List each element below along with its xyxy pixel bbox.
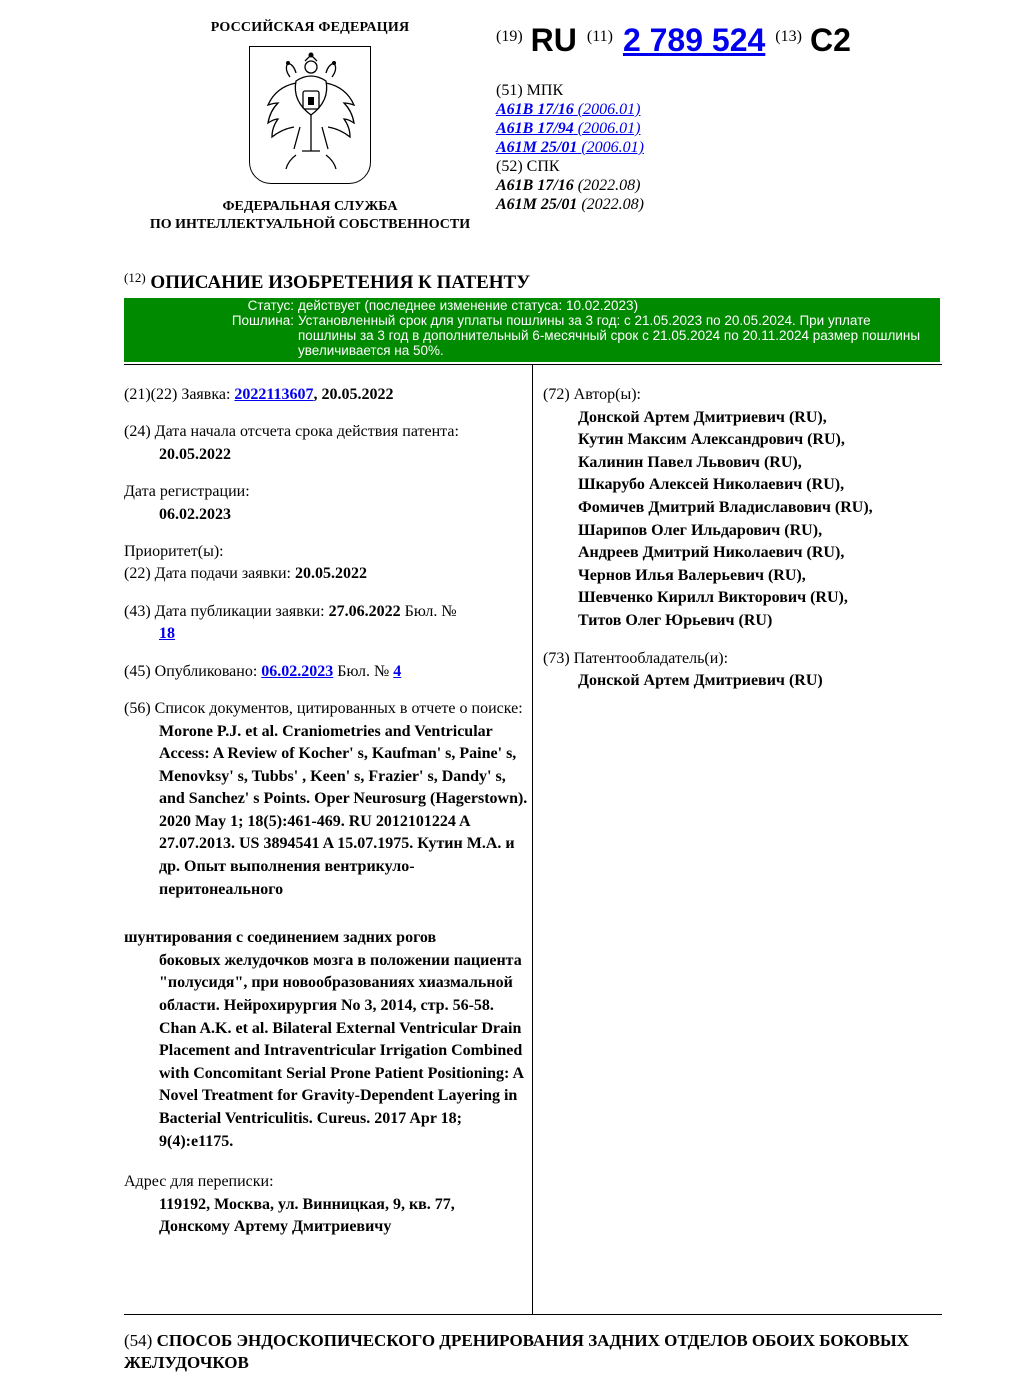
registration-label: Дата регистрации:: [124, 483, 250, 501]
author-item: Шевченко Кирилл Викторович (RU),: [578, 589, 848, 607]
mpk-link[interactable]: A61B 17/94 (2006.01): [496, 119, 641, 137]
code-11: (11): [586, 28, 613, 45]
fee-key: Пошлина:: [231, 313, 294, 328]
invention-title: [124, 1330, 924, 1374]
pubapp-bulletin-link[interactable]: 18: [159, 625, 175, 643]
code-19: (19): [496, 28, 523, 45]
document-title: [124, 270, 530, 297]
classification-block: [496, 81, 996, 214]
mpk-entry: [496, 138, 996, 157]
cited-references-field: [124, 698, 529, 901]
pubapp-bulletin-label: Бюл. №: [404, 602, 457, 620]
left-column: [124, 384, 529, 1253]
kind-code: C2: [809, 22, 851, 58]
publication-block: [496, 18, 996, 214]
published-bulletin-link[interactable]: 4: [393, 662, 402, 680]
owner-name: Донской Артем Дмитриевич (RU): [578, 672, 823, 690]
author-item: Донской Артем Дмитриевич (RU),: [578, 408, 827, 426]
address-line-2: Донскому Артему Дмитриевичу: [159, 1217, 392, 1235]
status-value: действует (последнее изменение статуса: 10.02.2023): [298, 298, 639, 313]
author-item: Фомичев Дмитрий Владиславович (RU),: [578, 498, 873, 516]
mpk-entry: [496, 100, 996, 119]
code-13: (13): [775, 28, 802, 45]
divider-bottom: [124, 1314, 942, 1315]
author-item: Чернов Илья Валерьевич (RU),: [578, 566, 806, 584]
application-field: [124, 384, 529, 406]
fee-value: Установленный срок для уплаты пошлины за 3 год: с 21.05.2023 по 20.05.2024. При уплате пошлины за 3 год в дополнительный 6-месячный срок с 21.05.2024 по 20.11.2024 размер пошлины увеличивается на 50%.: [298, 313, 921, 358]
spk-label: (52) СПК: [496, 157, 560, 175]
references-text-1: Morone P.J. et al. Craniometries and Ventricular Access: A Review of Kocher' s, Kaufman' s, Paine' s, Menovksy' s, Tubbs' , Keen' s, Frazier' s, Dandy' s, and Sanchez' s Points. Oper Neurosurg (Hagerstown). 2020 May 1; 18(5):461-469. RU 2012101224 A 27.07.2013. US 3894541 A 15.07.1975. Кутин М.А. и др. Опыт выполнения вентрикуло-перитонеального: [159, 722, 528, 898]
column-divider: [532, 364, 533, 1314]
title-code: (12): [124, 270, 146, 285]
author-item: Шкарубо Алексей Николаевич (RU),: [578, 476, 845, 494]
address-line-1: 119192, Москва, ул. Винницкая, 9, кв. 77,: [159, 1195, 455, 1213]
title-text: ОПИСАНИЕ ИЗОБРЕТЕНИЯ К ПАТЕНТУ: [150, 272, 531, 293]
authors-label: (72) Автор(ы):: [543, 386, 641, 403]
application-number-link[interactable]: 2022113607: [234, 386, 314, 403]
publication-number-line: [496, 18, 996, 63]
mpk-link[interactable]: A61B 17/16 (2006.01): [496, 100, 641, 118]
divider-top: [124, 364, 942, 365]
address-label: Адрес для переписки:: [124, 1173, 274, 1191]
published-label: (45) Опубликовано:: [124, 662, 258, 680]
invention-title-text: СПОСОБ ЭНДОСКОПИЧЕСКОГО ДРЕНИРОВАНИЯ ЗАДНИХ ОТДЕЛОВ ОБОИХ БОКОВЫХ ЖЕЛУДОЧКОВ: [124, 1331, 910, 1372]
application-label: (21)(22) Заявка:: [124, 386, 231, 403]
agency-line-2: ПО ИНТЕЛЛЕКТУАЛЬНОЙ СОБСТВЕННОСТИ: [149, 216, 471, 232]
published-bulletin-label: Бюл. №: [337, 662, 390, 680]
references-label: (56) Список документов, цитированных в отчете о поиске:: [124, 699, 523, 717]
org-block: [120, 18, 500, 234]
cited-references-continued: [124, 927, 529, 1153]
author-item: Калинин Павел Львович (RU),: [578, 453, 802, 471]
registration-date: 06.02.2023: [159, 505, 231, 523]
registration-field: [124, 481, 529, 526]
term-start-date: 20.05.2022: [159, 445, 231, 463]
agency-line-1: ФЕДЕРАЛЬНАЯ СЛУЖБА: [222, 198, 398, 214]
priority-field: [124, 541, 529, 586]
priority-label: Приоритет(ы):: [124, 542, 224, 560]
invention-code: (54): [124, 1331, 153, 1350]
author-item: Кутин Максим Александрович (RU),: [578, 431, 845, 449]
term-start-label: (24) Дата начала отсчета срока действия патента:: [124, 423, 459, 441]
filing-date: 20.05.2022: [294, 565, 367, 583]
patent-number-link[interactable]: 2 789 524: [622, 22, 766, 58]
term-start-field: [124, 421, 529, 466]
author-item: Шарипов Олег Ильдарович (RU),: [578, 521, 823, 539]
filing-label: (22) Дата подачи заявки:: [124, 565, 291, 583]
application-publication-field: [124, 601, 529, 646]
pubapp-label: (43) Дата публикации заявки:: [124, 602, 325, 620]
status-box: [124, 298, 940, 362]
russian-coat-of-arms-icon: [249, 46, 371, 184]
authors-field: [543, 384, 943, 633]
status-key: Статус:: [247, 298, 294, 313]
agency-name: [120, 198, 500, 234]
references-text-2-rest: боковых желудочков мозга в положении пациента "полусидя", при новообразованиях хиазмальной области. Нейрохирургия No 3, 2014, стр. 56-58. Chan A.K. et al. Bilateral External Ventricular Drain Placement and Intraventricular Irrigation Combined with Concomitant Serial Prone Patient Positioning: A Novel Treatment for Gravity-Dependent Layering in Bacterial Ventriculitis. Cureus. 2017 Apr 18; 9(4):e1175.: [159, 951, 524, 1150]
mpk-link[interactable]: A61M 25/01 (2006.01): [496, 138, 644, 156]
address-field: [124, 1171, 529, 1238]
references-text-2-first: шунтирования с соединением задних рогов: [124, 929, 437, 947]
country-name: РОССИЙСКАЯ ФЕДЕРАЦИЯ: [210, 20, 410, 35]
spk-entry: A61B 17/16 (2022.08): [496, 176, 641, 194]
mpk-entry: [496, 119, 996, 138]
author-item: Андреев Дмитрий Николаевич (RU),: [578, 544, 845, 562]
application-date: , 20.05.2022: [313, 386, 394, 403]
country-code: RU: [530, 22, 577, 58]
spk-entry: A61M 25/01 (2022.08): [496, 195, 644, 213]
owner-label: (73) Патентообладатель(и):: [543, 649, 729, 667]
mpk-label: (51) МПК: [496, 81, 564, 99]
published-field: [124, 661, 529, 683]
author-item: Титов Олег Юрьевич (RU): [578, 611, 773, 629]
right-column: [543, 384, 943, 708]
published-date-link[interactable]: 06.02.2023: [261, 662, 334, 680]
owner-field: [543, 648, 943, 693]
pubapp-date: 27.06.2022: [328, 602, 401, 620]
